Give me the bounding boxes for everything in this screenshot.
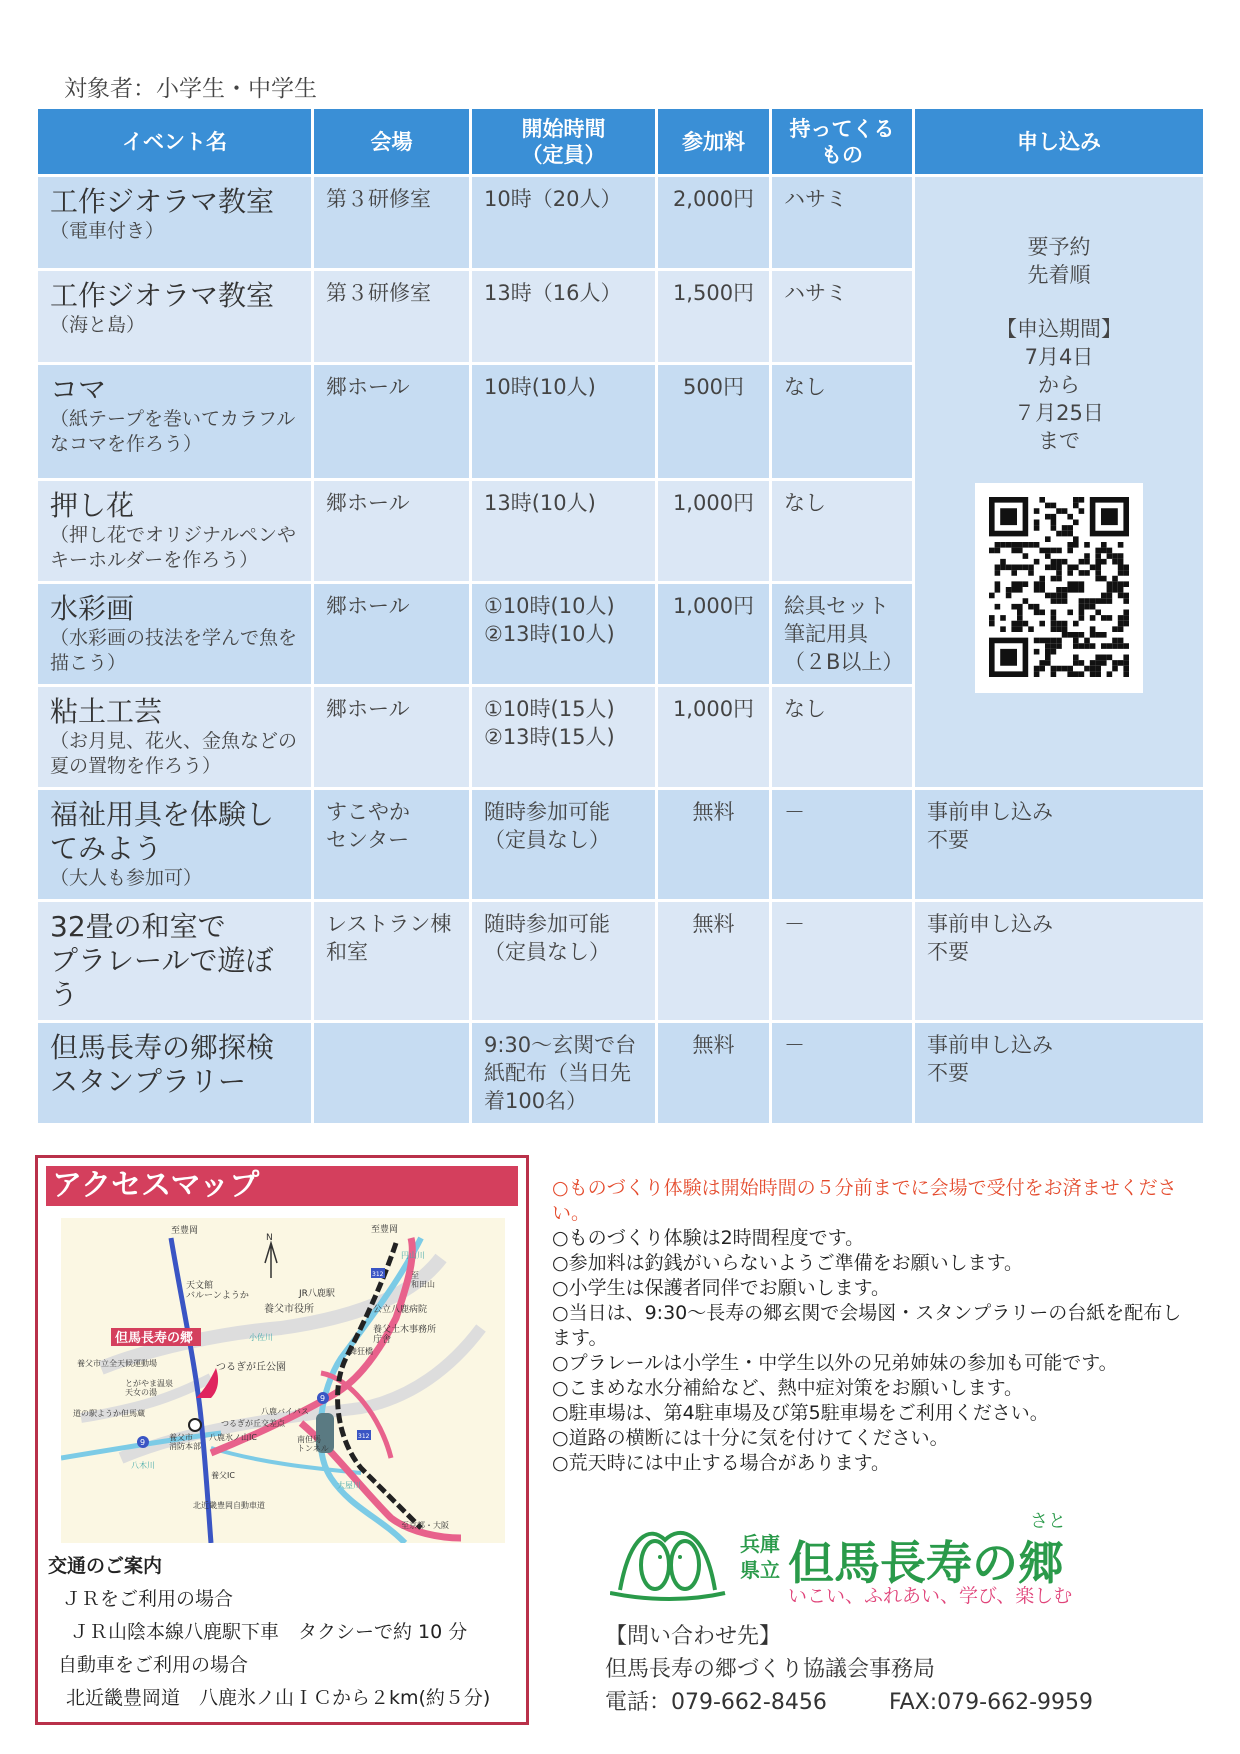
event-apply: 事前申し込み 不要 (914, 901, 1205, 1022)
header-bring-l2: もの (821, 142, 863, 167)
event-fee: 無料 (657, 1022, 771, 1125)
header-bring (771, 108, 914, 176)
map-michi-eki: 道の駅ようか但馬蔵 (73, 1409, 145, 1418)
contact-org: 但馬長寿の郷づくり協議会事務局 (605, 1657, 936, 1682)
logo-graphic (610, 1505, 1130, 1605)
event-name: 32畳の和室で プラレールで遊ぼう (50, 910, 274, 1011)
event-bring: － (771, 789, 914, 901)
event-bring: なし (771, 364, 914, 480)
event-name: 工作ジオラマ教室 (50, 279, 275, 312)
event-venue: すこやか センター (313, 789, 471, 901)
header-fee: 参加料 (657, 108, 771, 176)
map-sato-label: 但馬長寿の郷 (115, 1331, 194, 1346)
event-time: 随時参加可能 （定員なし） (471, 901, 657, 1022)
event-name-cell (37, 176, 313, 270)
map-yagi-river: 八木川 (131, 1461, 155, 1470)
event-fee: 無料 (657, 789, 771, 901)
transport-title: 交通のご案内 (48, 1555, 163, 1577)
map-to-wadayama: 至和田山 (411, 1271, 435, 1289)
event-apply: 事前申し込み 不要 (914, 789, 1205, 901)
logo (610, 1505, 1130, 1605)
apply-block (914, 176, 1205, 789)
map-tsurugi-park: つるぎが丘公園 (216, 1362, 286, 1373)
table-row (37, 1022, 1205, 1125)
note-red: ○ものづくり体験は開始時間の５分前までに会場で受付をお済ませください。 (552, 1177, 1177, 1224)
event-subtitle: （押し花でオリジナルペンやキーホルダーを作ろう） (50, 524, 297, 571)
jr-title: ＪＲをご利用の場合 (62, 1588, 234, 1610)
transport-info (48, 1550, 490, 1715)
event-time: 13時（16人） (471, 270, 657, 364)
event-name-cell (37, 901, 313, 1022)
access-map (61, 1218, 505, 1543)
access-map-title: アクセスマップ (46, 1166, 518, 1206)
event-bring: なし (771, 480, 914, 583)
event-subtitle: （海と島） (50, 314, 146, 336)
table-row (37, 176, 1205, 270)
event-fee: 1,500円 (657, 270, 771, 364)
header-time-l2: （定員） (521, 142, 606, 167)
map-route312-b: 312 (358, 1433, 370, 1440)
apply-first-come: 先着順 (1027, 263, 1091, 287)
note-items (552, 1226, 1192, 1476)
map-yabu-ic: 養父IC (211, 1471, 235, 1480)
apply-start: 7月4日 (1024, 345, 1094, 369)
map-osabe: 小佐川 (249, 1333, 273, 1342)
map-toyooka-right: 至豊岡 (371, 1225, 399, 1235)
event-venue: 第３研修室 (313, 176, 471, 270)
contact-fax: FAX:079-662-9959 (889, 1690, 1094, 1715)
event-name-cell (37, 270, 313, 364)
event-time: ①10時(10人) ②13時(10人) (471, 583, 657, 686)
car-detail: 北近畿豊岡道 八鹿氷ノ山ＩＣから２km(約５分) (66, 1687, 491, 1709)
event-bring: － (771, 1022, 914, 1125)
event-name-cell (37, 583, 313, 686)
event-name-cell (37, 686, 313, 789)
event-bring: なし (771, 686, 914, 789)
map-north: N (266, 1233, 273, 1243)
event-name: 粘土工芸 (50, 695, 163, 728)
contact-label: 【問い合わせ先】 (605, 1624, 782, 1649)
event-venue: 郷ホール (313, 583, 471, 686)
event-fee: 1,000円 (657, 583, 771, 686)
apply-until: まで (1038, 429, 1080, 453)
event-fee: 1,000円 (657, 480, 771, 583)
header-bring-l1: 持ってくる (789, 116, 895, 141)
map-tsurugi-complex: つるぎが丘交差点 (221, 1419, 285, 1428)
event-subtitle: （電車付き） (50, 220, 165, 242)
event-subtitle: （紙テープを巻いてカラフルなコマを作ろう） (50, 408, 296, 455)
map-yoka-ic: 八鹿氷ノ山IC (209, 1433, 257, 1442)
logo-pref1: 兵庫 (740, 1532, 780, 1556)
note-item: ○小学生は保護者同伴でお願いします。 (552, 1277, 891, 1299)
map-route312-a: 312 (372, 1271, 384, 1278)
apply-required: 要予約 (1027, 235, 1091, 259)
note-item: ○ものづくり体験は2時間程度です。 (552, 1227, 865, 1249)
event-name: 水彩画 (50, 592, 135, 625)
access-map-box (35, 1155, 529, 1725)
event-time: 随時参加可能 （定員なし） (471, 789, 657, 901)
event-subtitle: （水彩画の技法を学んで魚を描こう） (50, 627, 298, 674)
note-item: ○こまめな水分補給など、熱中症対策をお願いします。 (552, 1377, 1024, 1399)
map-tunnel: 南但馬トンネル (297, 1435, 329, 1453)
event-venue: レストラン棟 和室 (313, 901, 471, 1022)
note-item: ○当日は、9:30～長寿の郷玄関で会場図・スタンプラリーの台紙を配布します。 (552, 1302, 1182, 1349)
event-name-cell (37, 1022, 313, 1125)
header-event: イベント名 (37, 108, 313, 176)
event-name: 但馬長寿の郷探検 スタンプラリー (50, 1031, 275, 1098)
event-subtitle: （お月見、花火、金魚などの夏の置物を作ろう） (50, 730, 298, 777)
event-venue: 郷ホール (313, 364, 471, 480)
logo-pref2: 県立 (740, 1558, 780, 1582)
car-title: 自動車をご利用の場合 (58, 1654, 249, 1676)
map-bypass: 八鹿バイパス (261, 1407, 309, 1416)
table-row (37, 789, 1205, 901)
event-bring: 絵具セット 筆記用具 （２B以上） (771, 583, 914, 686)
event-venue: 郷ホール (313, 480, 471, 583)
map-tenmonkan: 天文館バルーンようか (186, 1281, 249, 1301)
map-yabu-sports: 養父市立全天候運動場 (77, 1359, 157, 1368)
logo-ruby: さと (1030, 1511, 1066, 1532)
map-graphic (61, 1218, 505, 1543)
map-hospital: 公立八鹿病院 (373, 1305, 428, 1315)
map-maruyama: 円山川 (401, 1251, 425, 1260)
event-time: 10時(10人) (471, 364, 657, 480)
logo-tagline: いこい、ふれあい、学び、楽しむ (788, 1585, 1073, 1605)
apply-from: から (1038, 373, 1080, 397)
map-oya-river: 大屋川 (337, 1481, 361, 1490)
note-item: ○参加料は釣銭がいらないようご準備をお願いします。 (552, 1252, 1024, 1274)
contact-tel: 電話：079-662-8456 (605, 1690, 827, 1715)
event-name: 福祉用具を体験してみよう (50, 798, 275, 865)
map-jr-station: JR八鹿駅 (299, 1289, 335, 1299)
map-to-kyoto: 至京都・大阪 (401, 1521, 449, 1530)
event-fee: 2,000円 (657, 176, 771, 270)
logo-name: 但馬長寿の郷 (788, 1536, 1064, 1590)
event-fee: 無料 (657, 901, 771, 1022)
event-bring: － (771, 901, 914, 1022)
header-time (471, 108, 657, 176)
map-maibu: 舞狂橋 (349, 1347, 373, 1356)
events-table (35, 106, 1206, 1126)
event-fee: 1,000円 (657, 686, 771, 789)
map-civil: 養父土木事務所庁舎 (373, 1325, 437, 1345)
apply-period-label: 【申込期間】 (996, 317, 1122, 341)
event-name-cell (37, 480, 313, 583)
event-venue: 郷ホール (313, 686, 471, 789)
event-time: 10時（20人） (471, 176, 657, 270)
note-item: ○荒天時には中止する場合があります。 (552, 1452, 891, 1474)
header-time-l1: 開始時間 (521, 116, 606, 141)
map-route9-b: 9 (320, 1394, 326, 1403)
note-item: ○駐車場は、第4駐車場及び第5駐車場をご利用ください。 (552, 1402, 1049, 1424)
event-name: 工作ジオラマ教室 (50, 185, 275, 218)
table-row (37, 901, 1205, 1022)
note-item: ○プラレールは小学生・中学生以外の兄弟姉妹の参加も可能です。 (552, 1352, 1118, 1374)
event-fee: 500円 (657, 364, 771, 480)
header-apply: 申し込み (914, 108, 1205, 176)
qr-code[interactable] (975, 483, 1143, 693)
jr-detail: ＪＲ山陰本線八鹿駅下車 タクシーで約 10 分 (70, 1621, 468, 1643)
event-name: コマ (50, 373, 107, 406)
event-time: 9:30～玄関で台紙配布（当日先着100名） (471, 1022, 657, 1125)
event-subtitle: （大人も参加可） (50, 867, 203, 889)
contact-block (605, 1620, 1093, 1719)
table-header-row (37, 108, 1205, 176)
event-time: ①10時(15人) ②13時(15人) (471, 686, 657, 789)
apply-end: ７月25日 (1014, 401, 1104, 425)
event-name-cell (37, 364, 313, 480)
map-city-hall: 養父市役所 (264, 1304, 314, 1315)
event-name-cell (37, 789, 313, 901)
event-venue (313, 1022, 471, 1125)
event-apply: 事前申し込み 不要 (914, 1022, 1205, 1125)
note-item: ○道路の横断には十分に気を付けてください。 (552, 1427, 949, 1449)
event-venue: 第３研修室 (313, 270, 471, 364)
event-name: 押し花 (50, 489, 135, 522)
header-venue: 会場 (313, 108, 471, 176)
event-time: 13時(10人) (471, 480, 657, 583)
notes-list (552, 1176, 1192, 1476)
event-bring: ハサミ (771, 270, 914, 364)
map-fire: 養父市消防本部 (169, 1433, 201, 1451)
map-route9-a: 9 (140, 1438, 146, 1447)
map-onsen: とがやま温泉天女の湯 (125, 1379, 173, 1397)
map-expressway: 北近畿豊岡自動車道 (193, 1501, 265, 1510)
map-toyooka-left: 至豊岡 (171, 1226, 199, 1236)
event-bring: ハサミ (771, 176, 914, 270)
target-audience: 対象者：小学生・中学生 (64, 76, 317, 102)
